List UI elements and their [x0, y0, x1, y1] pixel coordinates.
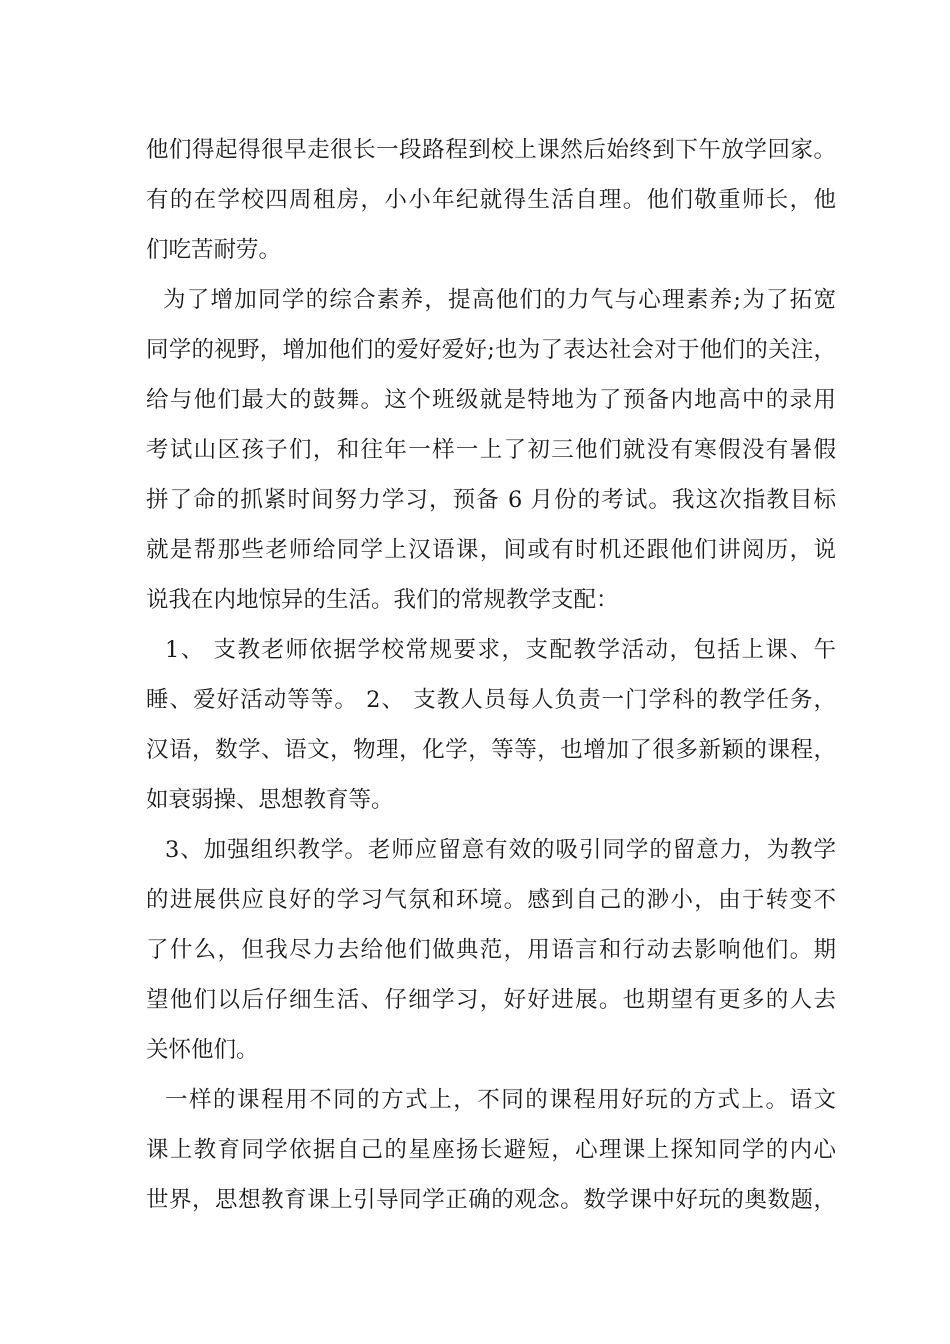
- text-line: 说我在内地惊异的生活。我们的常规教学支配：: [146, 587, 619, 613]
- text-line: 他们得起得很早走很长一段路程到校上课然后始终到下午放学回家。: [146, 137, 836, 163]
- text-line: 望他们以后仔细生活、仔细学习，好好进展。也期望有更多的人去: [146, 987, 836, 1013]
- text-line: 如衰弱操、思想教育等。: [146, 787, 394, 813]
- text-line: 睡、爱好活动等等。 2、 支教人员每人负责一门学科的教学任务，: [146, 687, 836, 713]
- list-item-first-line: 3、加强组织教学。老师应留意有效的吸引同学的留意力，为教学: [165, 837, 836, 863]
- text-line: 就是帮那些老师给同学上汉语课，间或有时机还跟他们讲阅历，说: [146, 537, 836, 563]
- text-line: 有的在学校四周租房，小小年纪就得生活自理。他们敬重师长，他: [146, 187, 836, 213]
- text-line: 同学的视野，增加他们的爱好爱好;也为了表达社会对于他们的关注，: [146, 337, 836, 363]
- text-line: 课上教育同学依据自己的星座扬长避短，心理课上探知同学的内心: [146, 1137, 836, 1163]
- text-line: 世界，思想教育课上引导同学正确的观念。数学课中好玩的奥数题，: [146, 1187, 836, 1213]
- text-line: 考试山区孩子们，和往年一样一上了初三他们就没有寒假没有暑假: [146, 437, 836, 463]
- text-line: 关怀他们。: [146, 1037, 259, 1063]
- paragraph-first-line: 一样的课程用不同的方式上，不同的课程用好玩的方式上。语文: [165, 1087, 836, 1113]
- list-item-first-line: 1、 支教老师依据学校常规要求，支配教学活动，包括上课、午: [165, 637, 836, 663]
- text-line: 给与他们最大的鼓舞。这个班级就是特地为了预备内地高中的录用: [146, 387, 836, 413]
- text-line: 们吃苦耐劳。: [146, 237, 282, 263]
- text-line: 汉语，数学、语文，物理，化学，等等，也增加了很多新颖的课程，: [146, 737, 836, 763]
- text-line: 的进展供应良好的学习气氛和环境。感到自己的渺小，由于转变不: [146, 887, 836, 913]
- text-line: 了什么，但我尽力去给他们做典范，用语言和行动去影响他们。期: [146, 937, 836, 963]
- paragraph-first-line: 为了增加同学的综合素养，提高他们的力气与心理素养;为了拓宽: [163, 287, 836, 313]
- text-line: 拼了命的抓紧时间努力学习，预备 6 月份的考试。我这次指教目标: [146, 487, 836, 513]
